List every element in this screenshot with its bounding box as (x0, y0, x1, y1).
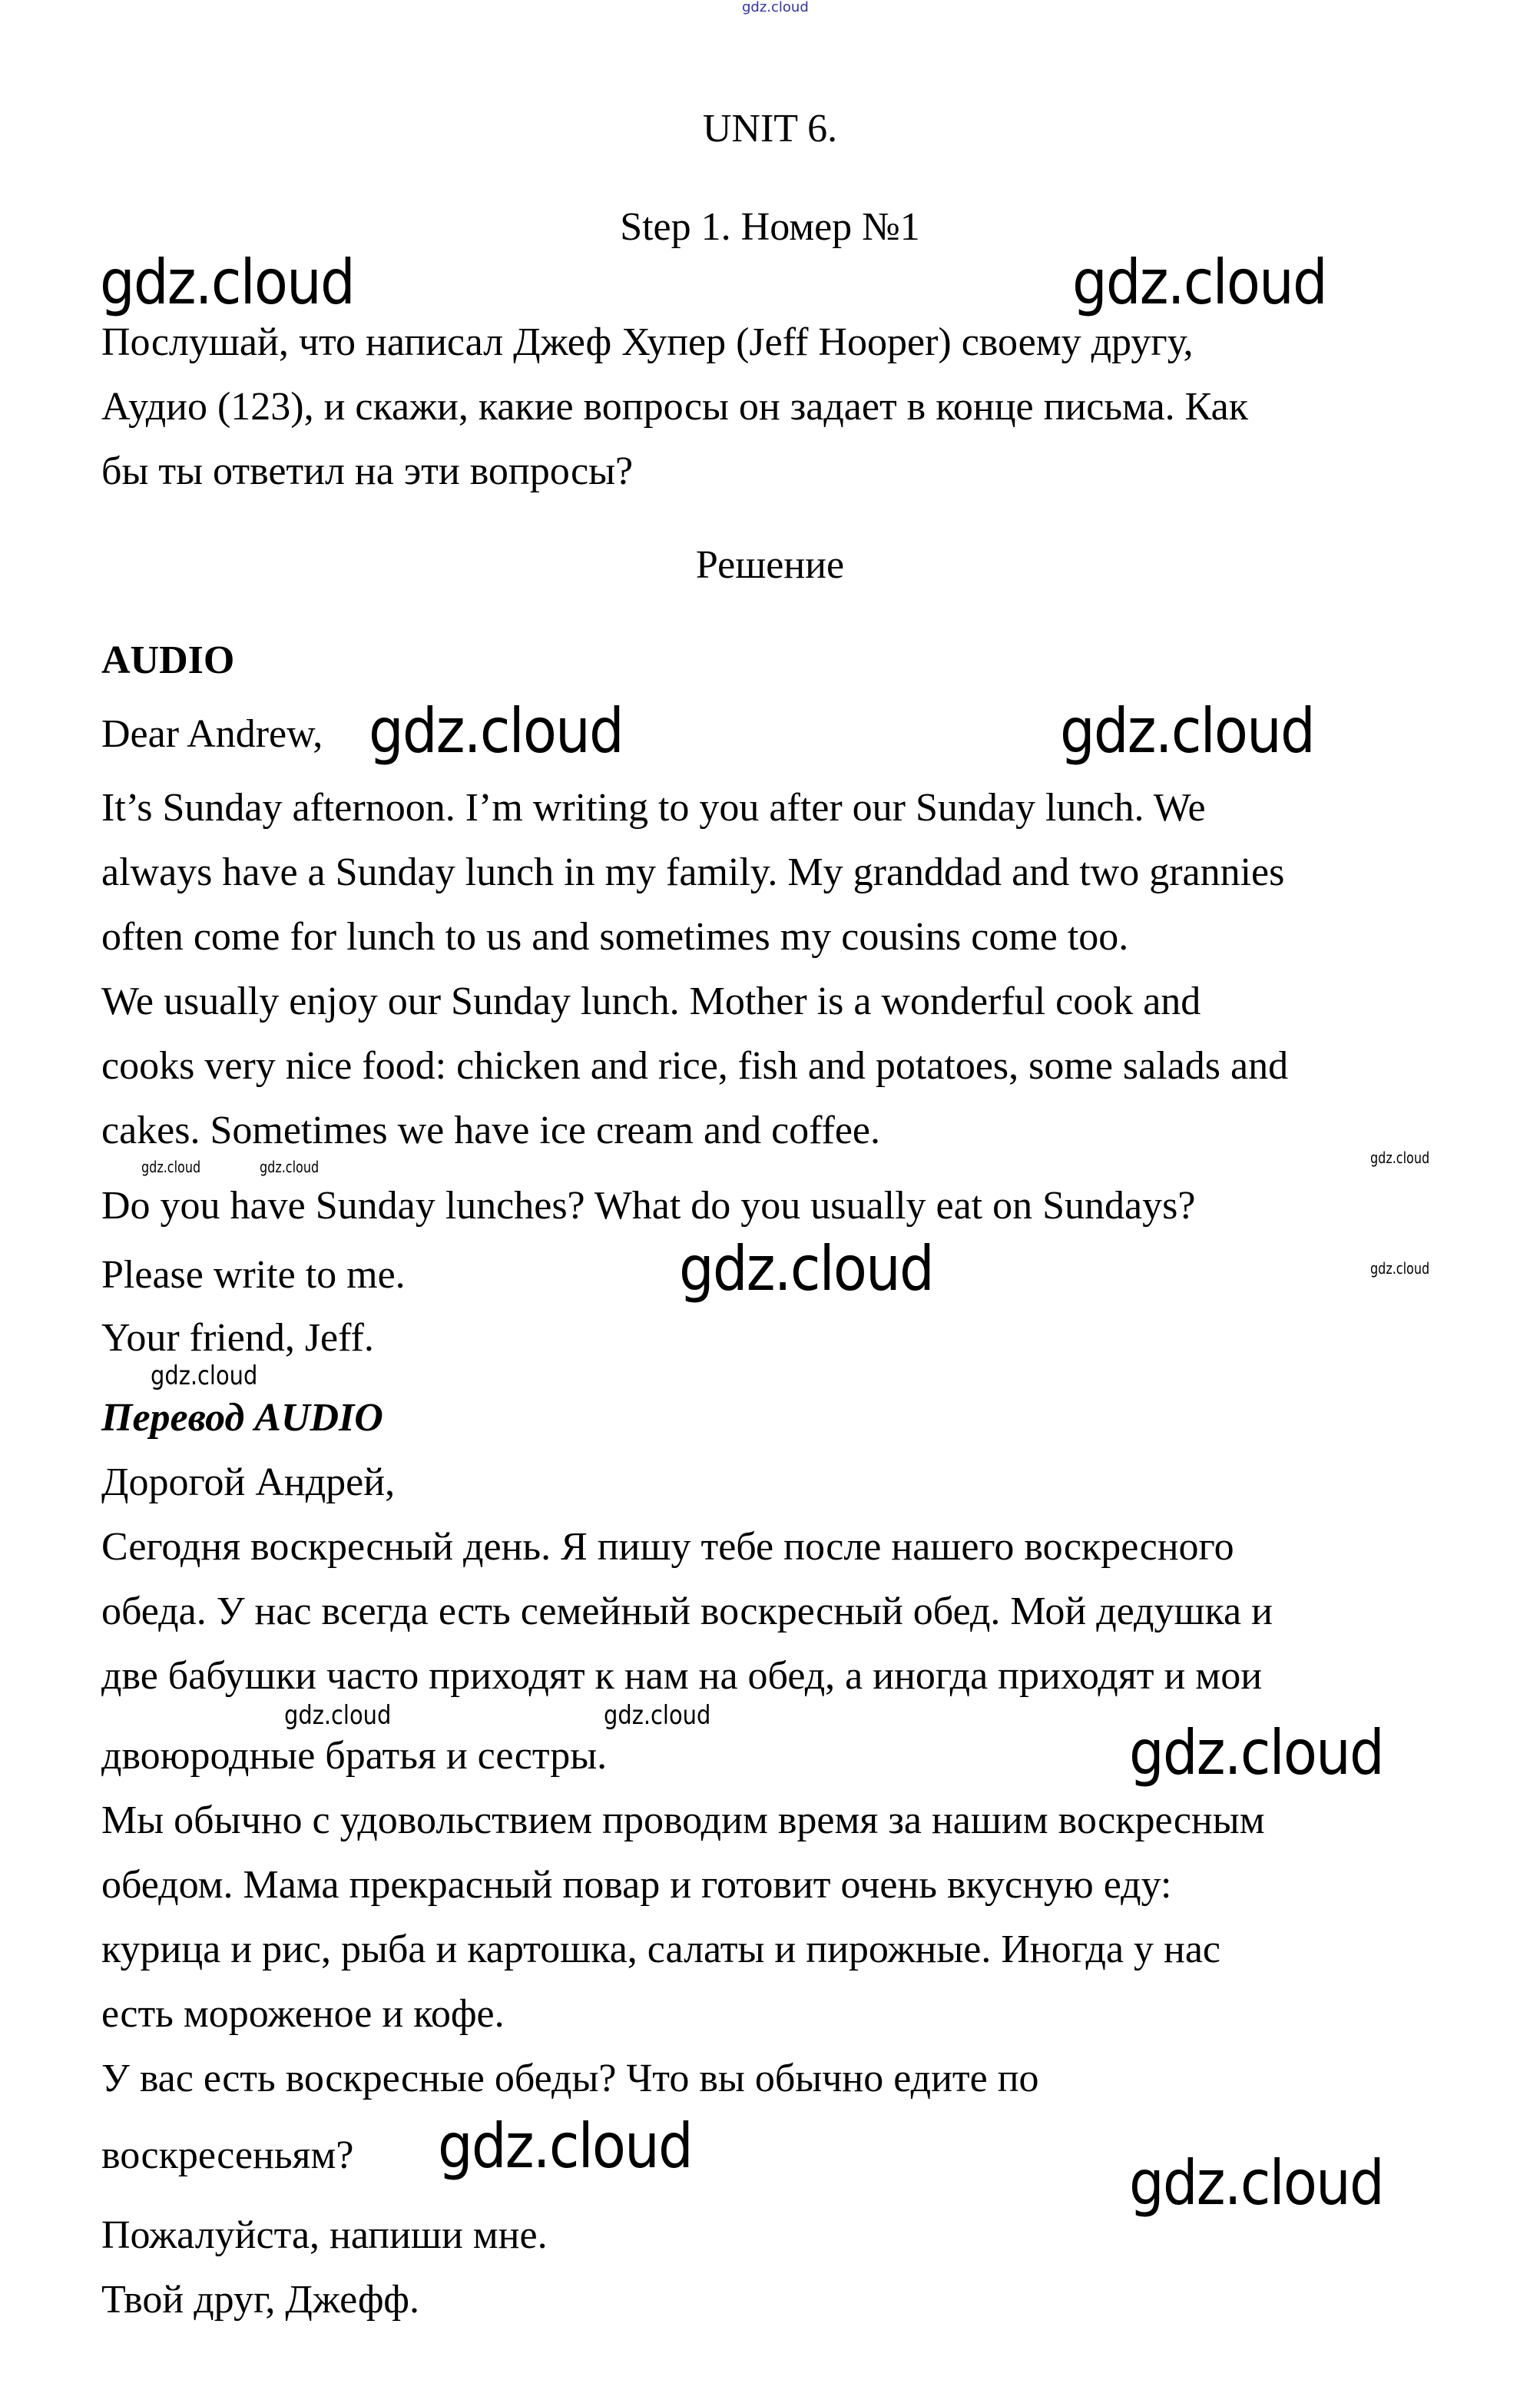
step-title: Step 1. Номер №1 (620, 205, 920, 249)
audio-line-7: Do you have Sunday lunches? What do you usually eat on Sundays? (101, 1184, 1196, 1228)
audio-line-1: It’s Sunday afternoon. I’m writing to you after our Sunday lunch. We (101, 786, 1206, 830)
watermark: gdz.cloud (369, 695, 623, 767)
task-line-1: Послушай, что написал Джеф Хупер (Jeff Hooper) своему другу, (101, 320, 1194, 364)
translation-heading: Перевод AUDIO (101, 1396, 383, 1440)
translation-line-9: есть мороженое и кофе. (101, 1992, 505, 2036)
watermark: gdz.cloud (679, 1233, 933, 1304)
solution-heading: Решение (695, 543, 845, 587)
translation-line-5: двоюродные братья и сестры. (101, 1734, 608, 1778)
audio-line-4: We usually enjoy our Sunday lunch. Mother is a wonderful cook and (101, 980, 1201, 1023)
watermark: gdz.cloud (284, 1700, 392, 1731)
translation-line-6: Мы обычно с удовольствием проводим время за нашим воскресным (101, 1798, 1265, 1842)
translation-line-12: Пожалуйста, напиши мне. (101, 2213, 548, 2257)
translation-line-8: курица и рис, рыба и картошка, салаты и пирожные. Иногда у нас (101, 1928, 1221, 1971)
translation-line-4: две бабушки часто приходят к нам на обед, а иногда приходят и мои (101, 1654, 1263, 1698)
watermark: gdz.cloud (1072, 247, 1326, 318)
watermark: gdz.cloud (604, 1700, 711, 1731)
translation-line-2: Сегодня воскресный день. Я пишу тебе после нашего воскресного (101, 1525, 1234, 1569)
audio-greeting: Dear Andrew, (101, 712, 323, 756)
audio-line-3: often come for lunch to us and sometimes my cousins come too. (101, 915, 1129, 959)
translation-line-3: обеда. У нас всегда есть семейный воскресный обед. Мой дедушка и (101, 1590, 1273, 1633)
translation-line-10: У вас есть воскресные обеды? Что вы обычно едите по (101, 2057, 1039, 2100)
watermark: gdz.cloud (151, 1361, 258, 1391)
watermark: gdz.cloud (1370, 1149, 1430, 1167)
translation-line-13: Твой друг, Джефф. (101, 2278, 419, 2322)
translation-line-1: Дорогой Андрей, (101, 1460, 396, 1504)
audio-line-8: Please write to me. (101, 1253, 406, 1297)
watermark-top: gdz.cloud (742, 0, 809, 15)
watermark: gdz.cloud (141, 1158, 201, 1176)
task-line-3: бы ты ответил на эти вопросы? (101, 449, 634, 493)
watermark: gdz.cloud (1060, 695, 1314, 767)
translation-line-7: обедом. Мама прекрасный повар и готовит очень вкусную еду: (101, 1863, 1172, 1907)
audio-line-6: cakes. Sometimes we have ice cream and coffee. (101, 1109, 880, 1152)
unit-title: UNIT 6. (702, 107, 838, 151)
watermark: gdz.cloud (1129, 1717, 1383, 1788)
watermark: gdz.cloud (1129, 2147, 1383, 2219)
watermark: gdz.cloud (100, 247, 354, 318)
task-line-2: Аудио (123), и скажи, какие вопросы он задает в конце письма. Как (101, 385, 1249, 429)
watermark: gdz.cloud (1370, 1259, 1430, 1278)
translation-line-11: воскресеньям? (101, 2133, 354, 2177)
audio-line-9: Your friend, Jeff. (101, 1316, 374, 1360)
watermark: gdz.cloud (260, 1158, 320, 1176)
audio-line-2: always have a Sunday lunch in my family. My granddad and two grannies (101, 850, 1285, 894)
audio-heading: AUDIO (101, 638, 235, 682)
audio-line-5: cooks very nice food: chicken and rice, fish and potatoes, some salads and (101, 1044, 1289, 1088)
watermark: gdz.cloud (438, 2110, 692, 2182)
